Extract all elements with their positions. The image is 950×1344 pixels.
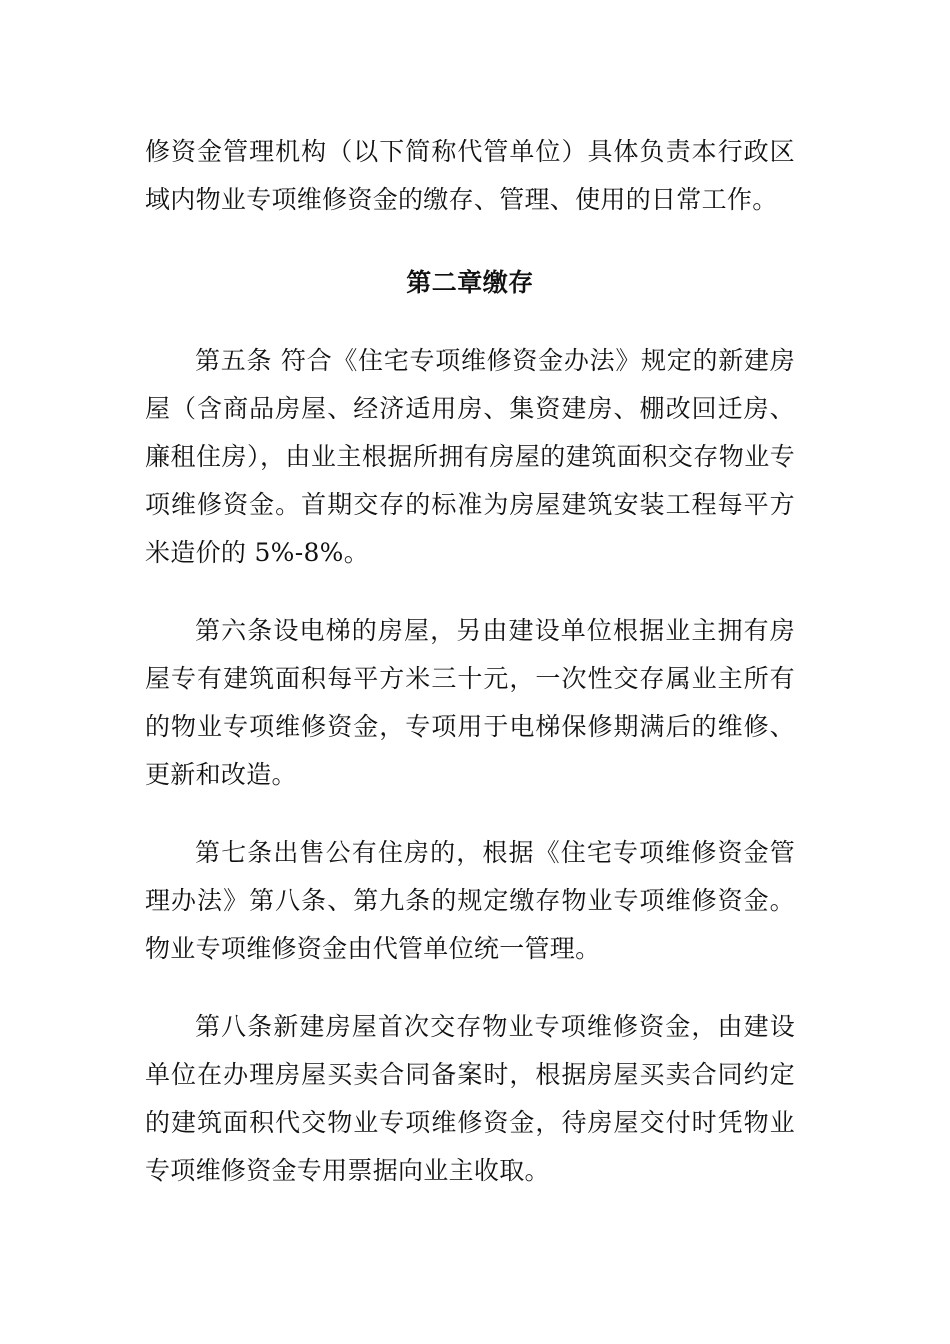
document-body bbox=[145, 128, 795, 1195]
chapter-title: 第二章缴存 bbox=[406, 268, 534, 297]
intro-paragraph: 修资金管理机构（以下简称代管单位）具体负责本行政区域内物业专项维修资金的缴存、管理、使用的日常工作。 bbox=[145, 137, 795, 214]
article-7: 第七条出售公有住房的，根据《住宅专项维修资金管理办法》第八条、第九条的规定缴存物业专项维修资金。物业专项维修资金由代管单位统一管理。 bbox=[145, 838, 795, 963]
article-5: 第五条 符合《住宅专项维修资金办法》规定的新建房屋（含商品房屋、经济适用房、集资建房、棚改回迁房、廉租住房），由业主根据所拥有房屋的建筑面积交存物业专项维修资金。首期交存的标准为房屋建筑安装工程每平方米造价的 5%-8%。 bbox=[145, 346, 795, 567]
article-8: 第八条新建房屋首次交存物业专项维修资金，由建设单位在办理房屋买卖合同备案时，根据房屋买卖合同约定的建筑面积代交物业专项维修资金，待房屋交付时凭物业专项维修资金专用票据向业主收取。 bbox=[145, 1012, 795, 1185]
article-6: 第六条设电梯的房屋，另由建设单位根据业主拥有房屋专有建筑面积每平方米三十元，一次性交存属业主所有的物业专项维修资金，专项用于电梯保修期满后的维修、更新和改造。 bbox=[145, 616, 795, 789]
